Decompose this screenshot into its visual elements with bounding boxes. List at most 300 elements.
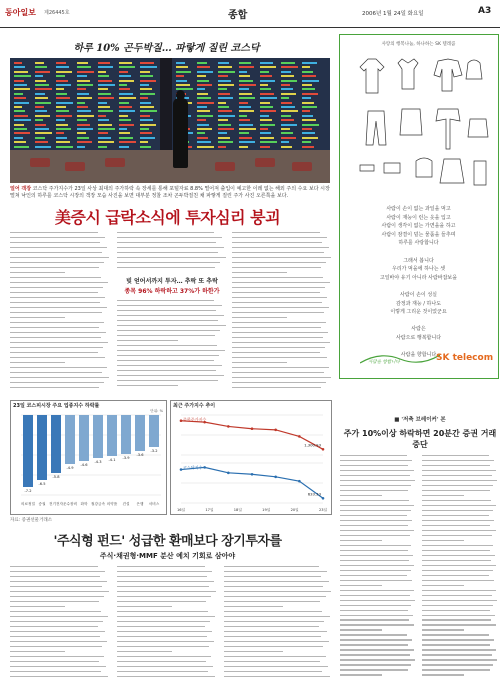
- category-label: 화학: [80, 502, 88, 506]
- board-tick: [56, 75, 65, 77]
- text-line: [340, 530, 414, 531]
- text-line: [422, 515, 489, 516]
- main-headline: 美증시 급락소식에 투자심리 붕괴: [54, 208, 281, 227]
- category-label: 23일: [318, 508, 328, 512]
- board-tick: [302, 62, 317, 64]
- board-tick: [56, 102, 73, 104]
- board-tick: [218, 128, 234, 130]
- text-line: [422, 629, 464, 630]
- text-line: [340, 659, 415, 660]
- text-line: [422, 570, 493, 571]
- text-line: [340, 480, 415, 481]
- text-line: [117, 611, 208, 612]
- data-point: [251, 427, 254, 430]
- bar-value-label: -3.2: [150, 449, 158, 453]
- board-tick: [98, 93, 111, 95]
- hat-icon: [466, 60, 482, 79]
- text-line: [117, 340, 178, 341]
- board-tick: [98, 66, 113, 68]
- text-line: [422, 649, 496, 650]
- board-tick: [56, 141, 70, 143]
- board-tick: [56, 110, 69, 112]
- category-label: 의약품: [106, 502, 118, 506]
- board-tick: [14, 128, 27, 130]
- text-line: [117, 242, 216, 243]
- board-tick: [197, 66, 210, 68]
- pants-icon: [366, 111, 386, 145]
- text-line: [10, 347, 103, 348]
- index-trend-chart: [170, 400, 332, 515]
- text-line: [340, 590, 414, 591]
- skirt-icon: [440, 159, 464, 183]
- category-label: 운수장비: [63, 502, 77, 506]
- text-line: [117, 305, 222, 306]
- text-line: [422, 540, 464, 541]
- fund-subheading: 주식·채권형·MMF 분산 예치 기회로 삼아야: [99, 552, 236, 560]
- ad-poem: [340, 205, 497, 360]
- board-tick: [239, 124, 253, 126]
- bar: [23, 415, 33, 487]
- board-tick: [98, 119, 109, 121]
- category-label: 서비스: [148, 502, 160, 506]
- board-tick: [302, 128, 312, 130]
- text-line: [10, 591, 109, 592]
- text-line: [117, 646, 209, 647]
- board-tick: [35, 141, 48, 143]
- text-line: [117, 651, 172, 652]
- text-line: [10, 611, 101, 612]
- text-line: [10, 382, 104, 383]
- board-tick: [119, 110, 135, 112]
- text-line: [224, 631, 327, 632]
- text-line: [232, 272, 287, 273]
- text-line: [10, 606, 65, 607]
- board-tick: [140, 106, 154, 108]
- text-line: [422, 480, 497, 481]
- text-line: [10, 297, 105, 298]
- board-tick: [35, 128, 49, 130]
- text-line: [340, 674, 382, 675]
- ad-line: 사람을 향합니다: [400, 352, 437, 359]
- board-tick: [140, 137, 155, 139]
- text-line: [422, 500, 491, 501]
- board-tick: [281, 110, 298, 112]
- category-label: 20일: [290, 508, 299, 512]
- text-line: [10, 232, 98, 233]
- text-line: [422, 610, 490, 611]
- ad-line: [340, 282, 497, 291]
- photo-floor: [10, 150, 330, 183]
- sub-heading-line1: 빚 얻어서까지 투자… 추락 또 추락: [126, 278, 218, 285]
- text-line: [232, 302, 322, 303]
- board-tick: [281, 132, 293, 134]
- series-name: 종합주가지수: [183, 417, 207, 422]
- text-line: [10, 621, 103, 622]
- text-line: [117, 671, 208, 672]
- text-line: [232, 347, 325, 348]
- text-line: [117, 267, 215, 268]
- text-line: [340, 624, 414, 625]
- data-point: [227, 425, 230, 428]
- text-line: [10, 257, 109, 258]
- text-line: [10, 387, 99, 388]
- board-tick: [197, 132, 205, 134]
- text-line: [224, 576, 321, 577]
- board-tick: [281, 88, 293, 90]
- board-tick: [119, 93, 133, 95]
- board-tick: [218, 93, 230, 95]
- text-line: [340, 470, 414, 471]
- unit-label: 단위: %: [150, 409, 163, 413]
- board-tick: [302, 119, 316, 121]
- text-line: [224, 621, 324, 622]
- ad-line: 감정과 재능 / 하나도: [395, 300, 442, 307]
- board-tick: [77, 88, 86, 90]
- text-line: [422, 545, 493, 546]
- board-tick: [197, 115, 213, 117]
- board-tick: [281, 115, 291, 117]
- board-tick: [35, 106, 44, 108]
- ad-line: 이렇게 그리운 것이었군요: [390, 309, 447, 316]
- text-line: [10, 277, 101, 278]
- article-column-3: [232, 232, 332, 394]
- board-tick: [119, 97, 136, 99]
- text-line: [422, 490, 490, 491]
- board-tick: [281, 106, 295, 108]
- board-tick: [302, 75, 316, 77]
- board-tick: [140, 93, 155, 95]
- board-tick: [176, 80, 187, 82]
- board-tick: [302, 80, 319, 82]
- board-tick: [35, 110, 47, 112]
- text-line: [117, 355, 219, 356]
- bar-value-label: -7.2: [24, 489, 32, 493]
- text-line: [10, 661, 99, 662]
- board-tick: [14, 80, 24, 82]
- text-line: [422, 560, 491, 561]
- column-title: ■ '저축 브레이커' 본: [394, 417, 446, 423]
- stock-board-left: [10, 58, 160, 150]
- data-point: [298, 480, 301, 483]
- text-line: [10, 352, 98, 353]
- bar: [79, 415, 89, 461]
- text-line: [340, 610, 408, 611]
- seat: [292, 162, 312, 171]
- issue-date: 2006년 1월 24일 화요일: [362, 11, 424, 17]
- text-line: [224, 671, 322, 672]
- text-line: [422, 505, 496, 506]
- board-tick: [218, 84, 234, 86]
- text-line: [422, 615, 495, 616]
- text-line: [224, 641, 329, 642]
- board-tick: [77, 115, 94, 117]
- text-line: [232, 297, 327, 298]
- board-tick: [197, 71, 213, 73]
- board-tick: [176, 75, 184, 77]
- board-tick: [197, 84, 212, 86]
- text-line: [232, 287, 325, 288]
- article-column-1: [10, 232, 110, 394]
- ad-line: [340, 317, 497, 326]
- board-tick: [281, 128, 290, 130]
- text-line: [117, 606, 172, 607]
- board-tick: [119, 62, 132, 64]
- data-point: [298, 435, 301, 438]
- bar: [51, 415, 61, 473]
- board-tick: [119, 75, 131, 77]
- text-line: [117, 591, 216, 592]
- text-line: [117, 661, 206, 662]
- edition-number: 제26445호: [44, 10, 70, 16]
- board-tick: [197, 128, 212, 130]
- board-tick: [302, 115, 313, 117]
- newspaper-logo: 동아일보: [5, 8, 36, 17]
- bar-value-label: -4.3: [94, 460, 102, 464]
- board-tick: [218, 106, 229, 108]
- board-tick: [77, 124, 90, 126]
- text-line: [10, 327, 99, 328]
- board-tick: [77, 84, 93, 86]
- board-tick: [77, 119, 87, 121]
- text-line: [117, 616, 215, 617]
- text-line: [340, 495, 382, 496]
- board-tick: [35, 115, 50, 117]
- board-tick: [302, 141, 311, 143]
- clothing-illustration: [340, 49, 497, 209]
- board-tick: [14, 115, 28, 117]
- text-line: [10, 646, 102, 647]
- text-line: [422, 475, 492, 476]
- text-line: [340, 490, 408, 491]
- board-tick: [260, 80, 275, 82]
- board-tick: [302, 71, 313, 73]
- text-line: [340, 485, 411, 486]
- board-tick: [14, 88, 30, 90]
- board-tick: [140, 141, 148, 143]
- board-tick: [14, 146, 29, 148]
- text-line: [10, 287, 103, 288]
- board-tick: [14, 102, 29, 104]
- text-line: [232, 377, 331, 378]
- category-label: 건설: [122, 502, 130, 506]
- text-line: [117, 310, 216, 311]
- text-line: [422, 600, 497, 601]
- data-point: [180, 468, 183, 471]
- board-tick: [14, 124, 24, 126]
- text-line: [422, 575, 489, 576]
- text-line: [224, 651, 283, 652]
- text-line: [340, 535, 410, 536]
- text-line: [232, 292, 320, 293]
- text-line: [340, 475, 410, 476]
- text-line: [10, 357, 105, 358]
- text-line: [232, 267, 321, 268]
- board-tick: [119, 124, 134, 126]
- text-line: [422, 495, 464, 496]
- board-tick: [77, 80, 90, 82]
- board-tick: [140, 84, 149, 86]
- text-line: [232, 322, 326, 323]
- board-tick: [35, 80, 46, 82]
- jacket-icon: [434, 59, 462, 91]
- board-tick: [98, 110, 113, 112]
- board-tick: [77, 102, 85, 104]
- text-line: [340, 580, 412, 581]
- board-tick: [218, 119, 228, 121]
- text-line: [340, 575, 407, 576]
- ad-line: [340, 248, 497, 257]
- board-tick: [119, 137, 133, 139]
- text-line: [232, 277, 323, 278]
- text-line: [232, 247, 329, 248]
- text-line: [117, 385, 178, 386]
- board-tick: [197, 97, 211, 99]
- text-line: [10, 601, 99, 602]
- text-line: [10, 586, 102, 587]
- board-tick: [14, 119, 31, 121]
- chart1-plot: [11, 401, 168, 516]
- text-line: [10, 631, 105, 632]
- article-column-2: [117, 232, 227, 274]
- text-line: [10, 237, 105, 238]
- board-tick: [281, 93, 296, 95]
- text-line: [232, 337, 323, 338]
- text-line: [224, 601, 320, 602]
- board-tick: [35, 66, 47, 68]
- board-tick: [77, 132, 86, 134]
- board-tick: [56, 84, 71, 86]
- board-tick: [98, 80, 112, 82]
- text-line: [422, 530, 496, 531]
- board-tick: [140, 124, 156, 126]
- board-tick: [140, 75, 153, 77]
- chart2-plot: [171, 401, 333, 516]
- text-line: [117, 335, 215, 336]
- board-tick: [119, 115, 128, 117]
- text-line: [340, 605, 411, 606]
- ad-line: 사람이 손이 성실: [400, 291, 437, 298]
- sk-telecom-logo: SK telecom: [436, 353, 494, 363]
- board-tick: [77, 110, 91, 112]
- bar: [121, 415, 131, 454]
- text-line: [224, 666, 328, 667]
- text-line: [340, 555, 413, 556]
- board-tick: [56, 119, 65, 121]
- board-tick: [197, 62, 207, 64]
- board-tick: [56, 124, 68, 126]
- text-line: [224, 656, 326, 657]
- board-tick: [140, 110, 157, 112]
- board-tick: [119, 132, 130, 134]
- text-line: [340, 550, 408, 551]
- board-tick: [98, 84, 115, 86]
- text-line: [340, 619, 409, 620]
- board-tick: [239, 80, 253, 82]
- board-tick: [302, 102, 314, 104]
- board-tick: [239, 146, 248, 148]
- ad-line: 사람이 손이 없는 과일을 먹고: [386, 206, 451, 212]
- bar: [135, 415, 145, 451]
- end-value-label: 633.33: [307, 491, 321, 497]
- text-line: [10, 626, 98, 627]
- text-line: [422, 565, 496, 566]
- board-tick: [302, 146, 314, 148]
- bar: [93, 415, 103, 458]
- text-line: [10, 307, 107, 308]
- board-tick: [218, 115, 235, 117]
- board-tick: [260, 84, 268, 86]
- chart1-title: 23일 코스피시장 주요 업종지수 하락률: [13, 403, 100, 409]
- board-tick: [98, 132, 108, 134]
- text-line: [117, 626, 205, 627]
- board-tick: [35, 124, 46, 126]
- board-tick: [260, 128, 268, 130]
- text-line: [340, 455, 407, 456]
- board-tick: [35, 137, 45, 139]
- board-tick: [119, 102, 129, 104]
- ad-line: 고일바야 유기 아니라 사람바잡보을: [379, 274, 458, 281]
- text-line: [422, 659, 497, 660]
- board-tick: [98, 97, 114, 99]
- seat: [65, 162, 85, 171]
- text-line: [10, 362, 65, 363]
- board-tick: [119, 71, 128, 73]
- board-tick: [218, 110, 232, 112]
- text-line: [422, 465, 490, 466]
- board-tick: [140, 102, 151, 104]
- bar-value-label: -3.9: [122, 456, 130, 460]
- board-tick: [56, 106, 66, 108]
- bag-icon: [468, 119, 488, 137]
- text-line: [117, 252, 218, 253]
- apron-icon: [400, 109, 422, 135]
- seat: [255, 158, 275, 167]
- text-line: [117, 257, 226, 258]
- board-tick: [302, 66, 310, 68]
- coat-icon: [436, 109, 460, 149]
- text-line: [340, 649, 414, 650]
- photo-caption: [10, 186, 330, 200]
- text-line: [224, 626, 319, 627]
- bar: [37, 415, 47, 480]
- board-tick: [281, 119, 294, 121]
- board-tick: [197, 146, 214, 148]
- board-tick: [98, 62, 110, 64]
- text-line: [422, 605, 493, 606]
- text-line: [117, 237, 222, 238]
- board-tick: [197, 88, 205, 90]
- board-tick: [239, 66, 254, 68]
- board-tick: [98, 102, 107, 104]
- fund-headline: '주식형 펀드' 성급한 환매보다 장기투자를: [53, 534, 282, 549]
- text-line: [117, 330, 220, 331]
- text-line: [10, 581, 107, 582]
- category-label: 17일: [205, 508, 214, 512]
- board-tick: [140, 97, 148, 99]
- board-tick: [197, 75, 206, 77]
- board-tick: [281, 66, 298, 68]
- text-line: [10, 337, 101, 338]
- board-tick: [140, 71, 150, 73]
- text-line: [340, 525, 408, 526]
- board-tick: [14, 132, 30, 134]
- text-line: [422, 525, 490, 526]
- text-line: [117, 621, 210, 622]
- text-line: [340, 585, 382, 586]
- board-tick: [239, 141, 255, 143]
- board-tick: [260, 97, 277, 99]
- text-line: [117, 345, 217, 346]
